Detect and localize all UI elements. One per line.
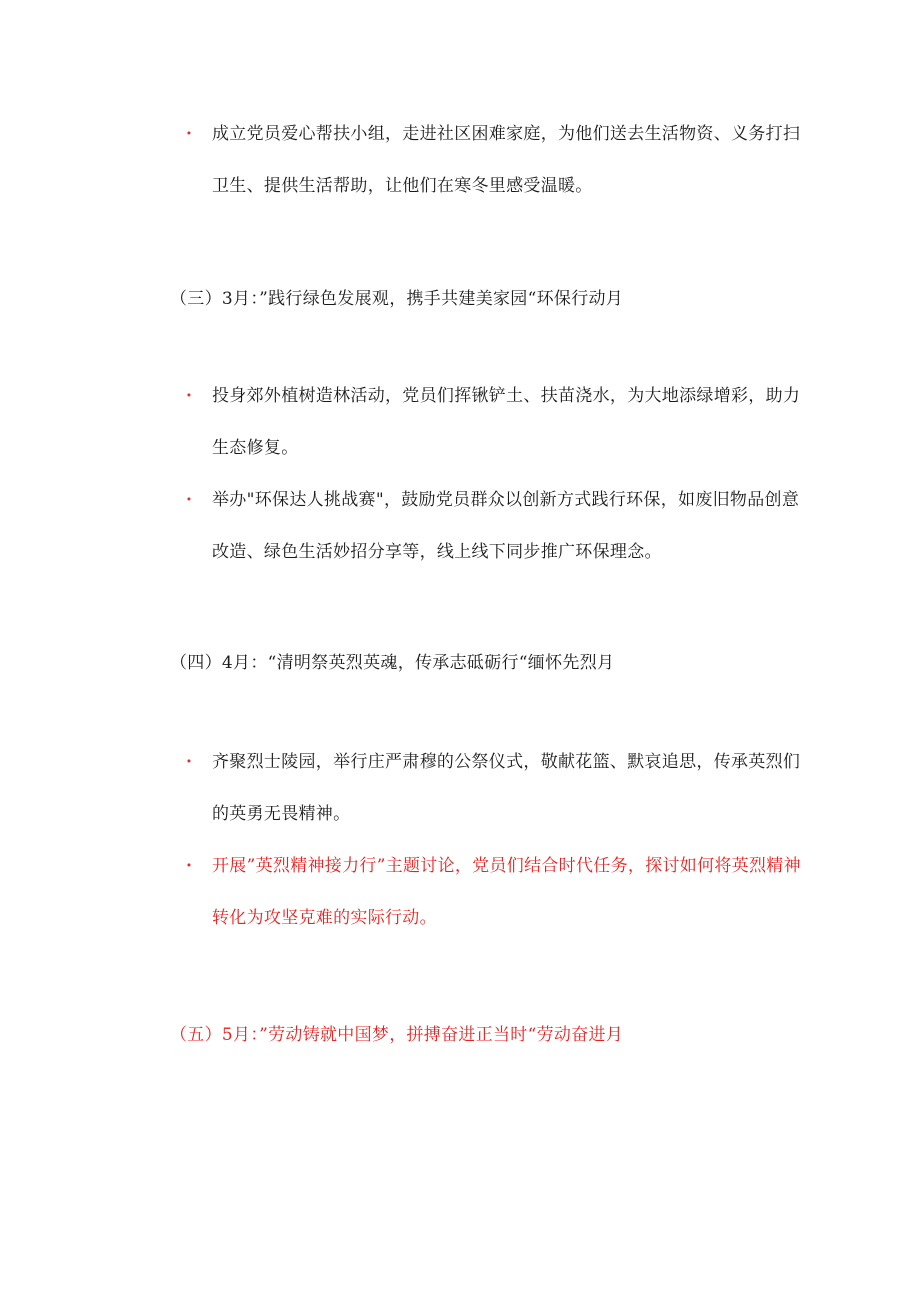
bullet-icon: ·: [186, 124, 192, 144]
list-item-text: 举办"环保达人挑战赛"，鼓励党员群众以创新方式践行环保，如废旧物品创意改造、绿色生活妙招分享等，线上线下同步推广环保理念。: [212, 490, 800, 562]
bullet-icon: ·: [186, 752, 192, 772]
bullet-icon: ·: [186, 490, 192, 510]
list-item: [186, 474, 808, 578]
section-heading-march: （三）3月：”践行绿色发展观，携手共建美家园“环保行动月: [170, 289, 624, 309]
list-item: [186, 370, 808, 474]
section-heading-april: （四）4月：“清明祭英烈英魂，传承志砥砺行“缅怀先烈月: [170, 653, 615, 673]
bullet-icon: ·: [186, 856, 192, 876]
list-item: [186, 736, 808, 840]
section-heading-may: （五）5月：”劳动铸就中国梦，拼搏奋进正当时“劳动奋进月: [170, 1025, 624, 1045]
list-item-text: 成立党员爱心帮扶小组，走进社区困难家庭，为他们送去生活物资、义务打扫卫生、提供生活帮助，让他们在寒冬里感受温暖。: [212, 124, 801, 196]
list-item: [186, 108, 808, 212]
list-item-text: 开展”英烈精神接力行”主题讨论，党员们结合时代任务，探讨如何将英烈精神转化为攻坚克难的实际行动。: [212, 856, 801, 928]
list-item-text: 投身郊外植树造林活动，党员们挥锹铲土、扶苗浇水，为大地添绿增彩，助力生态修复。: [212, 386, 801, 458]
list-item-text: 齐聚烈士陵园，举行庄严肃穆的公祭仪式，敬献花篮、默哀追思，传承英烈们的英勇无畏精神。: [212, 752, 801, 824]
list-item-highlighted: [186, 840, 808, 944]
bullet-icon: ·: [186, 386, 192, 406]
